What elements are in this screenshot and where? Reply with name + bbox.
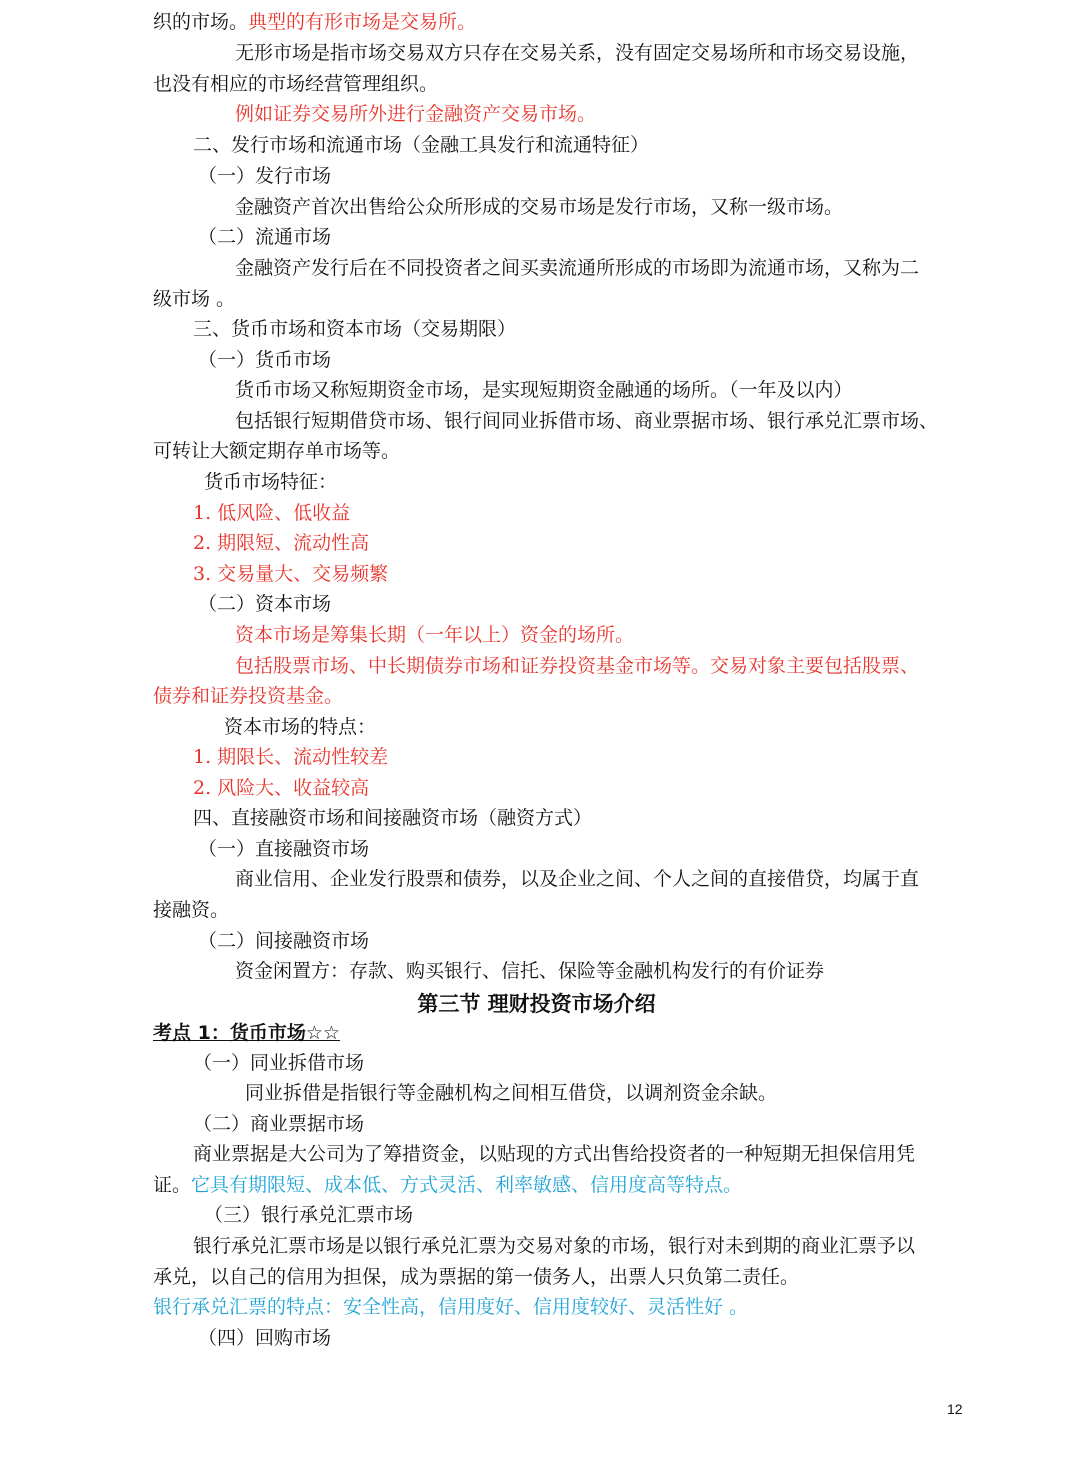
list-item: 3. 交易量大、交易频繁 [193,563,389,585]
section-heading: 二、发行市场和流通市场（金融工具发行和流通特征） [193,134,650,156]
page-number: 12 [947,1401,963,1417]
text-line: 银行承兑汇票的特点：安全性高，信用度好、信用度较好、灵活性好 。 [153,1296,749,1318]
text-line: 包括银行短期借贷市场、银行间同业拆借市场、商业票据市场、银行承兑汇票市场、 [235,410,939,432]
text-line: 商业信用、企业发行股票和债券，以及企业之间、个人之间的直接借贷，均属于直 [235,868,920,890]
subsection-heading: （一）发行市场 [198,165,332,187]
text-line: 货币市场特征： [204,471,338,493]
section-heading: 四、直接融资市场和间接融资市场（融资方式） [193,807,593,829]
text-line: 资本市场是筹集长期（一年以上）资金的场所。 [235,624,635,646]
chapter-heading: 第三节 理财投资市场介绍 [417,992,656,1016]
key-point-title: 考点 1：货币市场☆☆ [153,1022,340,1044]
text-line: 资金闲置方：存款、购买银行、信托、保险等金融机构发行的有价证券 [235,960,825,982]
list-item: 1. 期限长、流动性较差 [193,746,389,768]
subsection-heading: （四）回购市场 [198,1327,332,1349]
text-line: 货币市场又称短期资金市场，是实现短期资金融通的场所。（一年及以内） [235,379,853,401]
subsection-heading: （一）直接融资市场 [198,838,370,860]
text-line: 商业票据是大公司为了筹措资金，以贴现的方式出售给投资者的一种短期无担保信用凭 [193,1143,916,1165]
list-item: 2. 风险大、收益较高 [193,777,370,799]
subsection-heading: （二）间接融资市场 [198,930,370,952]
text-line: 接融资。 [153,899,230,921]
text-line: 包括股票市场、中长期债券市场和证券投资基金市场等。交易对象主要包括股票、 [235,655,920,677]
text-line: 证。它具有期限短、成本低、方式灵活、利率敏感、信用度高等特点。 [153,1174,743,1196]
subsection-heading: （一）同业拆借市场 [193,1052,365,1074]
text-line: 织的市场。典型的有形市场是交易所。 [153,11,477,33]
text-line: 银行承兑汇票市场是以银行承兑汇票为交易对象的市场，银行对未到期的商业汇票予以 [193,1235,916,1257]
subsection-heading: （一）货币市场 [198,349,332,371]
text-line: 金融资产首次出售给公众所形成的交易市场是发行市场，又称一级市场。 [235,196,844,218]
subsection-heading: （二）商业票据市场 [193,1113,365,1135]
text-line: 级市场 。 [153,288,236,310]
list-item: 2. 期限短、流动性高 [193,532,370,554]
subsection-heading: （二）资本市场 [198,593,332,615]
text-line: 资本市场的特点： [224,716,377,738]
subsection-heading: （二）流通市场 [198,226,332,248]
text-line: 金融资产发行后在不同投资者之间买卖流通所形成的市场即为流通市场，又称为二 [235,257,920,279]
subsection-heading: （三）银行承兑汇票市场 [204,1204,414,1226]
section-heading: 三、货币市场和资本市场（交易期限） [193,318,517,340]
text-line: 也没有相应的市场经营管理组织。 [153,73,439,95]
text-line: 承兑，以自己的信用为担保，成为票据的第一债务人，出票人只负第二责任。 [153,1266,800,1288]
text-line: 债券和证券投资基金。 [153,685,344,707]
list-item: 1. 低风险、低收益 [193,502,351,524]
text-line: 无形市场是指市场交易双方只存在交易关系，没有固定交易场所和市场交易设施， [235,42,920,64]
text-line: 同业拆借是指银行等金融机构之间相互借贷，以调剂资金余缺。 [245,1082,778,1104]
text-line: 可转让大额定期存单市场等。 [153,440,401,462]
text-line: 例如证券交易所外进行金融资产交易市场。 [235,103,597,125]
